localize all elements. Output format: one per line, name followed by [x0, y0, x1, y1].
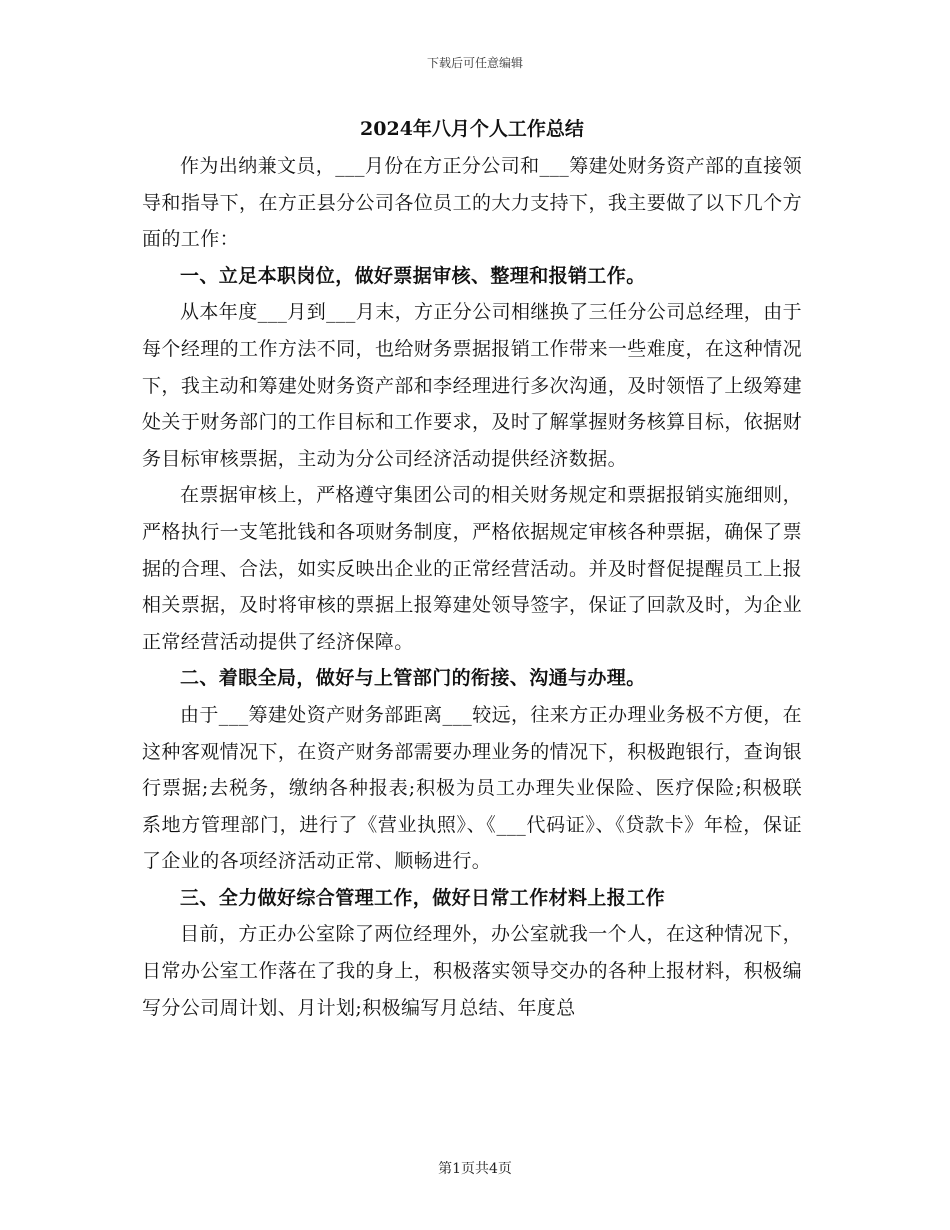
document-body [142, 112, 802, 1026]
page-header-note: 下载后可任意编辑 [426, 56, 523, 70]
paragraph-section1-a: 从本年度___月到___月末，方正分公司相继换了三任分公司总经理，由于每个经理的工作方法不同，也给财务票据报销工作带来一些难度，在这种情况下，我主动和筹建处财务资产部和李经理进行多次沟通，及时领悟了上级筹建处关于财务部门的工作目标和工作要求，及时了解掌握财务核算目标，依据财务目标审核票据，主动为分公司经济活动提供经济数据。 [142, 301, 803, 470]
paragraph-section2: 由于___筹建处资产财务部距离___较远，往来方正办理业务极不方便，在这种客观情况下，在资产财务部需要办理业务的情况下，积极跑银行，查询银行票据;去税务，缴纳各种报表;积极为员工办理失业保险、医疗保险;积极联系地方管理部门，进行了《营业执照》、《___代码证》、《贷款卡》年检，保证了企业的各项经济活动正常、顺畅进行。 [142, 703, 803, 873]
paragraph-intro: 作为出纳兼文员，___月份在方正分公司和___筹建处财务资产部的直接领导和指导下，在方正县分公司各位员工的大力支持下，我主要做了以下几个方面的工作： [142, 155, 803, 251]
paragraph-section3: 目前，方正办公室除了两位经理外，办公室就我一个人，在这种情况下，日常办公室工作落在了我的身上，积极落实领导交办的各种上报材料，积极编写分公司周计划、月计划;积极编写月总结、年度总 [142, 923, 802, 1019]
section-heading-2: 二、着眼全局，做好与上管部门的衔接、沟通与办理。 [180, 667, 646, 690]
paragraph-section1-b: 在票据审核上，严格遵守集团公司的相关财务规定和票据报销实施细则，严格执行一支笔批钱和各项财务制度，严格依据规定审核各种票据，确保了票据的合理、合法，如实反映出企业的正常经营活动。并及时督促提醒员工上报相关票据，及时将审核的票据上报筹建处领导签字，保证了回款及时，为企业正常经营活动提供了经济保障。 [142, 484, 802, 653]
section-heading-3: 三、全力做好综合管理工作，做好日常工作材料上报工作 [180, 886, 666, 909]
document-title: 2024年八月个人工作总结 [360, 118, 584, 140]
page-number-footer: 第1页共4页 [438, 1161, 512, 1177]
section-heading-1: 一、立足本职岗位，做好票据审核、整理和报销工作。 [180, 264, 646, 287]
